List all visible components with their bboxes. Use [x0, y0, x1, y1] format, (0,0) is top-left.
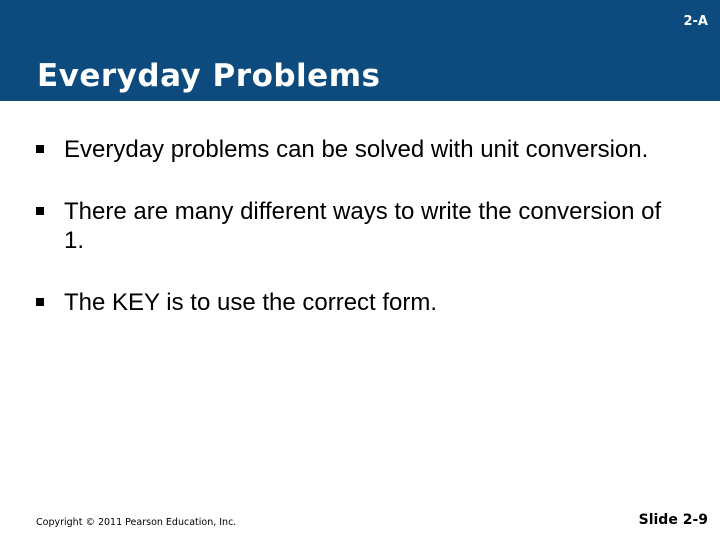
- square-bullet-icon: [36, 145, 44, 153]
- square-bullet-icon: [36, 207, 44, 215]
- bullet-item: [36, 288, 676, 317]
- bullet-text: There are many different ways to write the conversion of 1.: [64, 198, 662, 254]
- bullet-item: [36, 135, 676, 164]
- bullet-text: Everyday problems can be solved with unit conversion.: [64, 136, 649, 163]
- bullet-item: [36, 197, 676, 255]
- slide-title: Everyday Problems: [37, 58, 381, 94]
- slide-number: Slide 2-9: [638, 512, 708, 528]
- square-bullet-icon: [36, 298, 44, 306]
- bullet-text: The KEY is to use the correct form.: [64, 289, 438, 316]
- bullet-list: [36, 135, 676, 350]
- slide-code: 2-A: [683, 14, 708, 29]
- copyright-notice: Copyright © 2011 Pearson Education, Inc.: [36, 517, 237, 528]
